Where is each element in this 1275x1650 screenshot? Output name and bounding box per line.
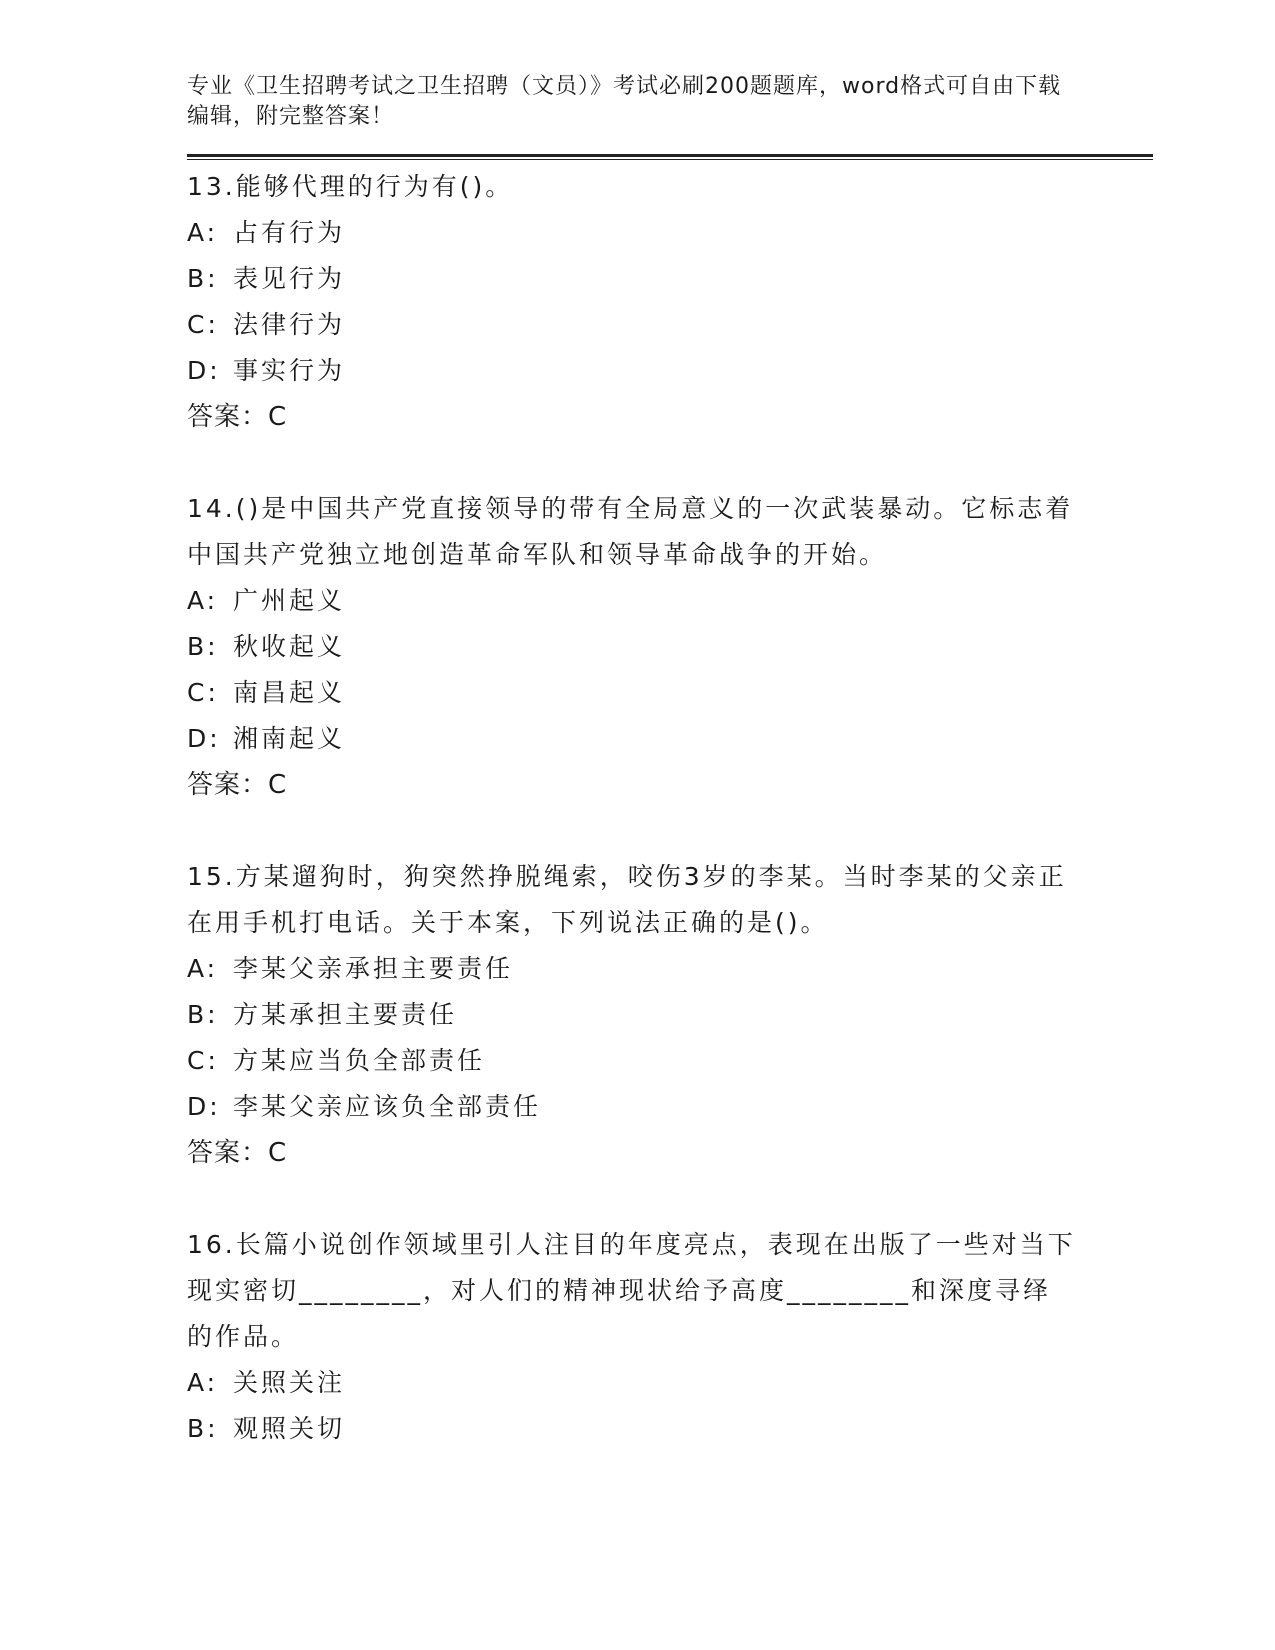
question-stem: 14.()是中国共产党直接领导的带有全局意义的一次武装暴动。它标志着中国共产党独立地创造革命军队和领导革命战争的开始。 — [187, 494, 1074, 569]
option-a — [187, 578, 1147, 624]
option-key: C: — [187, 678, 219, 707]
option-text: 李某父亲承担主要责任 — [233, 954, 514, 983]
option-text: 方某承担主要责任 — [233, 1000, 458, 1029]
option-key: C: — [187, 310, 219, 339]
option-key: C: — [187, 1046, 219, 1075]
document-header: 专业《卫生招聘考试之卫生招聘（文员）》考试必刷200题题库，word格式可自由下载编辑，附完整答案！ — [187, 74, 1062, 129]
answer-line: 答案：C — [187, 770, 288, 800]
option-text: 占有行为 — [233, 218, 346, 247]
option-a — [187, 210, 1147, 256]
option-key: A: — [187, 954, 219, 983]
header-divider — [187, 154, 1153, 160]
option-b — [187, 992, 1147, 1038]
option-key: A: — [187, 218, 219, 247]
option-key: D: — [187, 1092, 221, 1121]
option-key: B: — [187, 1000, 219, 1029]
option-b — [187, 624, 1147, 670]
option-c — [187, 670, 1147, 716]
option-a — [187, 946, 1147, 992]
option-d — [187, 1084, 1147, 1130]
question-stem: 15.方某遛狗时，狗突然挣脱绳索，咬伤3岁的李某。当时李某的父亲正在用手机打电话。关于本案，下列说法正确的是()。 — [187, 862, 1067, 937]
document-page — [187, 72, 1147, 1498]
question-13 — [187, 164, 1147, 440]
question-stem: 13.能够代理的行为有()。 — [187, 172, 514, 201]
option-text: 观照关切 — [233, 1414, 346, 1443]
option-text: 方某应当负全部责任 — [233, 1046, 486, 1075]
option-key: D: — [187, 724, 221, 753]
option-text: 南昌起义 — [233, 678, 346, 707]
question-14 — [187, 486, 1147, 808]
option-text: 关照关注 — [233, 1368, 346, 1397]
option-key: A: — [187, 586, 219, 615]
option-b — [187, 1406, 1147, 1452]
option-text: 湘南起义 — [233, 724, 346, 753]
option-text: 广州起义 — [233, 586, 346, 615]
question-list — [187, 164, 1147, 1452]
answer-line: 答案：C — [187, 402, 288, 432]
option-c — [187, 302, 1147, 348]
option-text: 李某父亲应该负全部责任 — [233, 1092, 542, 1121]
option-text: 事实行为 — [233, 356, 346, 385]
option-text: 秋收起义 — [233, 632, 346, 661]
option-d — [187, 348, 1147, 394]
option-d — [187, 716, 1147, 762]
question-15 — [187, 854, 1147, 1176]
option-key: D: — [187, 356, 221, 385]
question-16 — [187, 1222, 1147, 1452]
option-text: 法律行为 — [233, 310, 346, 339]
option-text: 表见行为 — [233, 264, 346, 293]
question-stem: 16.长篇小说创作领域里引人注目的年度亮点，表现在出版了一些对当下现实密切________，对人们的精神现状给予高度________和深度寻绎的作品。 — [187, 1230, 1076, 1351]
option-key: B: — [187, 264, 219, 293]
option-key: B: — [187, 1414, 219, 1443]
option-c — [187, 1038, 1147, 1084]
option-a — [187, 1360, 1147, 1406]
answer-line: 答案：C — [187, 1138, 288, 1168]
option-key: A: — [187, 1368, 219, 1397]
option-key: B: — [187, 632, 219, 661]
option-b — [187, 256, 1147, 302]
